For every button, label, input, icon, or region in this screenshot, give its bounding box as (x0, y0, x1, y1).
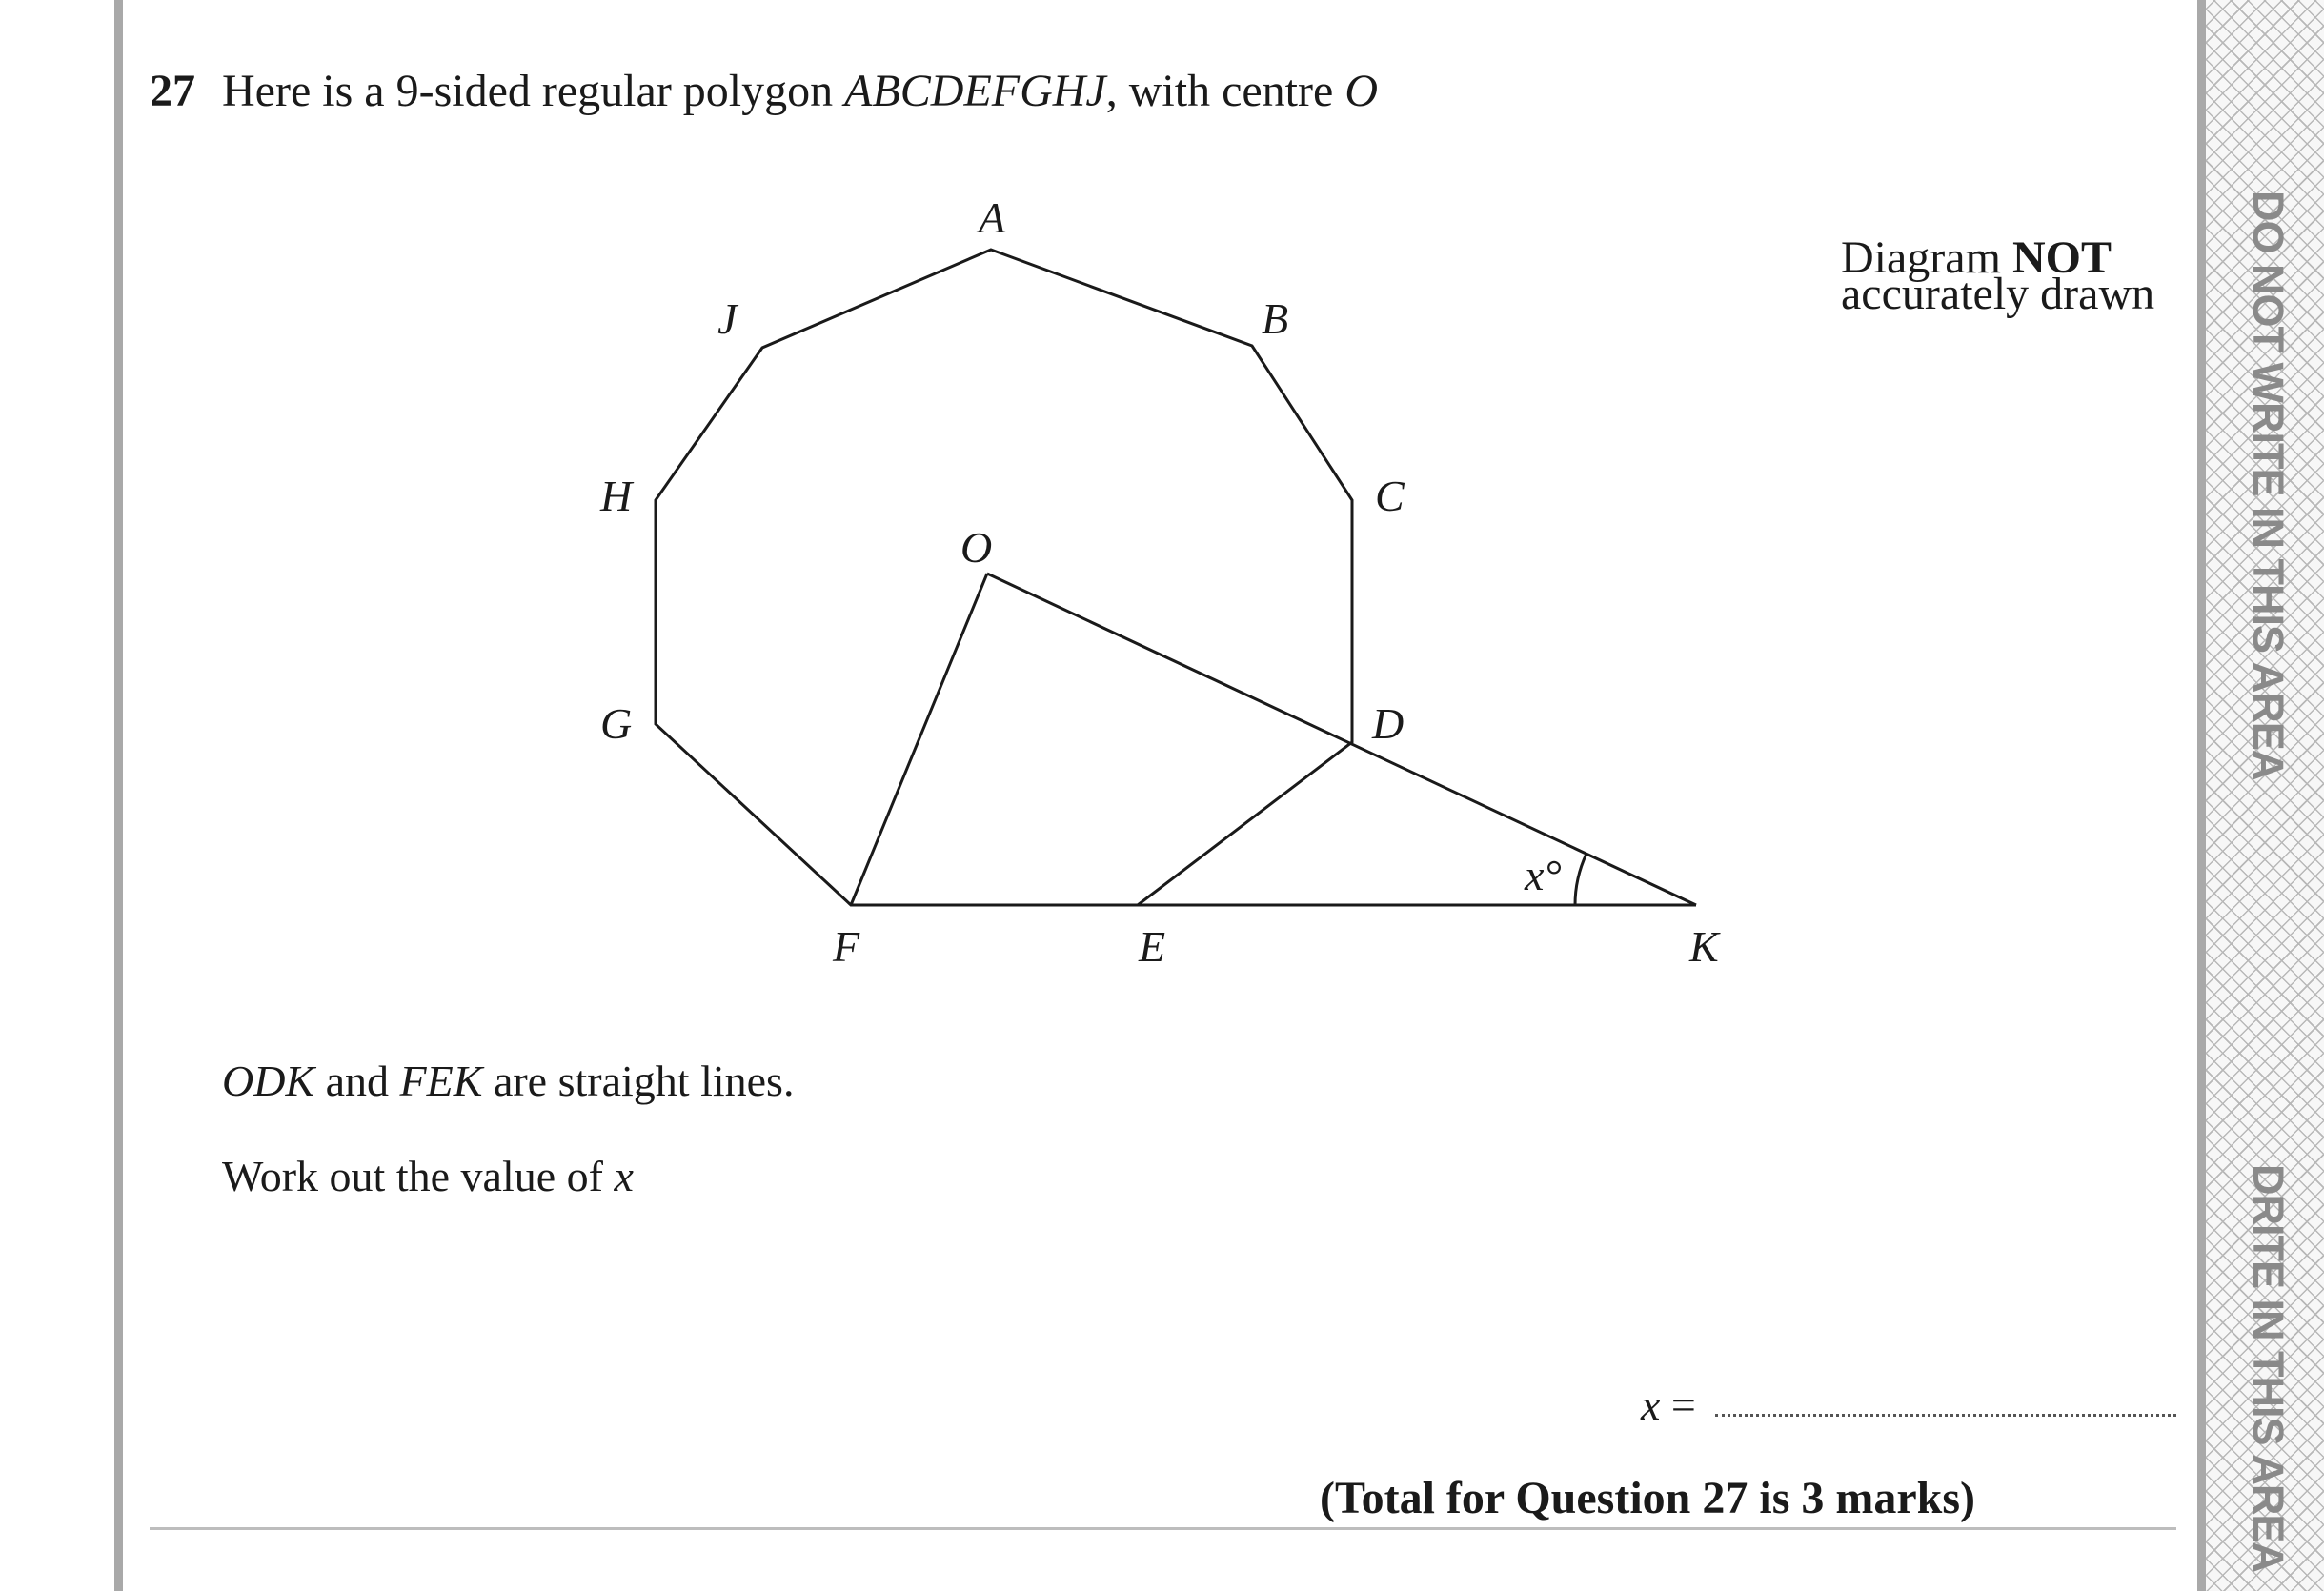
line-OF (851, 574, 987, 905)
centre-name: O (1344, 66, 1378, 116)
point-label-K: K (1689, 922, 1719, 971)
vertex-label-B: B (1262, 294, 1289, 343)
answer-label: x = (1641, 1380, 1696, 1429)
vertex-label-A: A (979, 193, 1006, 242)
angle-arc (1575, 854, 1586, 905)
question-total-marks: (Total for Question 27 is 3 marks) (1320, 1473, 1976, 1523)
straight-lines-statement: ODK and FEK are straight lines. (222, 1057, 795, 1105)
nonagon-outline (656, 250, 1352, 905)
vertex-label-E: E (1139, 922, 1166, 971)
vertex-label-H: H (600, 472, 633, 520)
polygon-name: ABCDEFGHJ (844, 66, 1106, 116)
do-not-write-label-partial: DRITE IN THIS AREA (2244, 1164, 2293, 1572)
vertex-label-G: G (600, 699, 633, 748)
angle-label-x: x° (1525, 851, 1562, 899)
do-not-write-label: DO NOT WRITE IN THIS AREA (2244, 191, 2293, 780)
answer-line[interactable] (1715, 1414, 2176, 1417)
line-ODK (987, 574, 1696, 905)
vertex-label-C: C (1375, 472, 1405, 520)
question-number: 27 (150, 66, 195, 116)
vertex-label-F: F (833, 922, 860, 971)
vertex-label-D: D (1372, 699, 1405, 748)
vertex-label-J: J (717, 294, 738, 343)
centre-label-O: O (960, 523, 993, 572)
question-text: Here is a 9-sided regular polygon ABCDEFGHJ, with centre O (222, 66, 1378, 116)
question-divider (150, 1527, 2176, 1530)
task-instruction: Work out the value of x (222, 1152, 634, 1200)
diagram-accuracy-note: Diagram NOT accurately drawn (1841, 232, 2155, 319)
